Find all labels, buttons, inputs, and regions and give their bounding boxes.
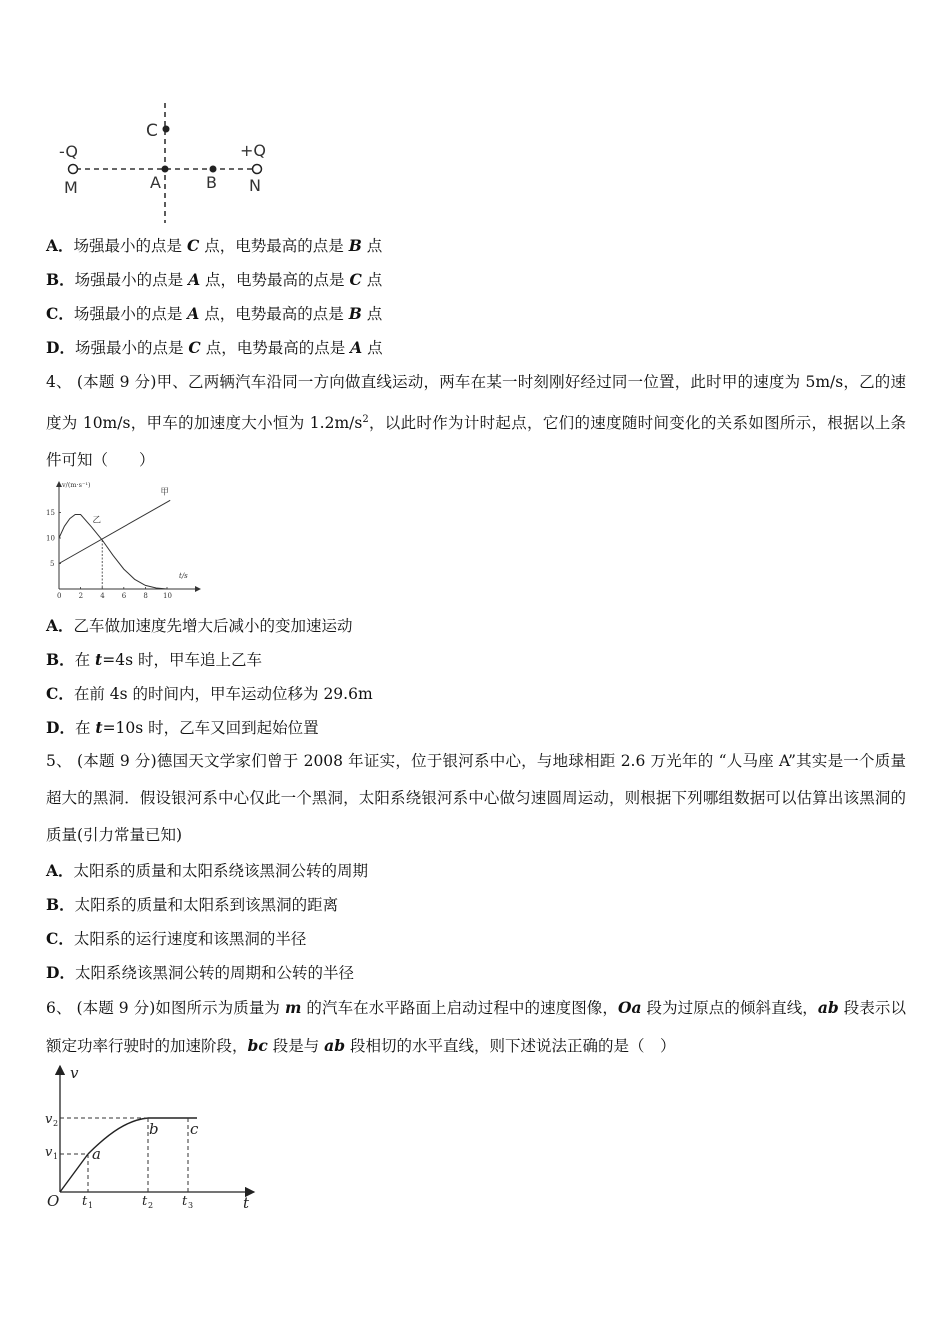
q6-var-m: m [285, 998, 302, 1017]
option-text: 点 [366, 271, 383, 289]
label-n: N [249, 176, 261, 195]
option-text: 乙车做加速度先增大后减小的变加速运动 [73, 617, 353, 635]
chart-x-label: t/s [179, 572, 188, 580]
option-point: C [349, 270, 362, 289]
q5-stem: 5、 (本题 9 分)德国天文学家们曾于 2008 年证实，位于银河系中心，与地球相距 2.6 万光年的 “人马座 A”其实是一个质量超大的黑洞．假设银河系中心仅此一个黑洞，太阳系绕银河系中心做匀速圆周运动，则根据下列哪组数据可以估算出该黑洞的质量(引力常量已知) [46, 752, 906, 844]
x-tick-label: 8 [143, 592, 148, 600]
option-text: =4s 时，甲车追上乙车 [102, 651, 262, 669]
q4-option-d[interactable] [46, 718, 319, 738]
series-label-jia: 甲 [160, 487, 170, 498]
x-tick-label: 0 [57, 592, 62, 600]
q4-option-c[interactable] [46, 684, 373, 704]
q6-stem [46, 989, 906, 1065]
fig6-t1-sub: 1 [88, 1201, 94, 1210]
option-text: 点 [367, 339, 383, 357]
option-text: 点，电势最高的点是 [204, 305, 344, 323]
x-tick-label: 6 [121, 592, 127, 600]
fig6-origin-label: O [47, 1192, 60, 1210]
y-tick-label: 15 [46, 509, 55, 517]
option-point: C [186, 236, 200, 255]
option-text: 场强最小的点是 [74, 271, 184, 289]
fig6-v1-label: v [45, 1145, 53, 1160]
point-b [210, 166, 217, 173]
option-var: t [95, 650, 103, 669]
q5-option-a[interactable] [46, 861, 368, 881]
option-var: t [95, 718, 103, 737]
option-text: 太阳系的质量和太阳系到该黑洞的距离 [74, 896, 339, 914]
point-c [163, 126, 170, 133]
fig6-point-a: a [92, 1145, 101, 1163]
q6-text: 的汽车在水平路面上启动过程中的速度图像， [301, 999, 618, 1017]
label-m: M [64, 178, 78, 197]
option-letter: D． [46, 338, 75, 357]
option-point: C [188, 338, 201, 357]
option-text: 太阳系的运行速度和该黑洞的半径 [73, 930, 307, 948]
q4-stem-part2: ，以此时作为计时起点，它们的速度随时间变化的关系如图所示，根据以上条件可知（ ） [46, 414, 906, 470]
option-letter: B． [46, 895, 75, 914]
q6-text: 段是与 [267, 1037, 325, 1055]
option-text: 场强最小的点是 [73, 237, 183, 255]
q3-option-d[interactable] [46, 338, 383, 358]
field-diagram [50, 95, 280, 230]
fig6-t1-label: t [82, 1194, 88, 1209]
y-tick-label: 5 [50, 560, 55, 568]
x-tick-label: 10 [163, 592, 172, 600]
option-text: 场强最小的点是 [74, 339, 184, 357]
q6-text: 段表示以额定功率行驶时的加速阶段， [46, 999, 906, 1055]
x-tick-label: 4 [100, 592, 105, 600]
option-letter: D． [46, 963, 75, 982]
label-c: C [146, 121, 158, 141]
q4-option-a[interactable] [46, 616, 353, 636]
series-line-jia [59, 500, 170, 563]
option-point: B [348, 236, 362, 255]
option-point: A [350, 338, 363, 357]
q4-stem-part1: 4、 (本题 9 分)甲、乙两辆汽车沿同一方向做直线运动，两车在某一时刻刚好经过同一位置，此时甲的速度为 5m/s，乙的速度为 10m/s，甲车的加速度大小恒为 1.2m/s [46, 373, 906, 433]
fig6-v1-sub: 1 [53, 1152, 59, 1161]
q3-option-c[interactable] [46, 304, 382, 324]
option-point: A [188, 270, 201, 289]
q5-option-c[interactable] [46, 929, 306, 949]
option-text: 在前 4s 的时间内，甲车运动位移为 29.6m [73, 685, 373, 703]
q6-var-bc: bc [247, 1036, 268, 1055]
q6-text: 段相切的水平直线，则下述说法正确的是（ ） [345, 1037, 676, 1055]
option-letter: A． [46, 861, 74, 880]
q5-option-b[interactable] [46, 895, 338, 915]
point-a [162, 166, 169, 173]
option-letter: C． [46, 684, 74, 703]
point-m-charge [69, 165, 78, 174]
q3-option-b[interactable] [46, 270, 382, 290]
fig6-t2-sub: 2 [148, 1201, 154, 1210]
fig6-axis-v-label: v [70, 1064, 79, 1082]
option-text: 点 [366, 305, 383, 323]
option-point: A [187, 304, 200, 323]
option-letter: A． [46, 616, 74, 635]
series-label-yi: 乙 [92, 515, 101, 526]
car-velocity-diagram [40, 1062, 265, 1217]
point-n-charge [253, 165, 262, 174]
option-text: 场强最小的点是 [73, 305, 183, 323]
fig6-t2-label: t [142, 1194, 148, 1209]
option-text: =10s 时，乙车又回到起始位置 [102, 719, 319, 737]
option-letter: A． [46, 236, 74, 255]
option-letter: D． [46, 718, 75, 737]
option-text: 太阳系绕该黑洞公转的周期和公转的半径 [74, 964, 354, 982]
fig6-v2-label: v [45, 1112, 53, 1127]
q6-var-ab: ab [324, 1036, 346, 1055]
q3-option-a[interactable] [46, 236, 382, 256]
q4-stem-sup: 2 [362, 414, 369, 425]
q5-option-d[interactable] [46, 963, 354, 983]
q4-stem [46, 364, 906, 479]
x-tick-label: 2 [78, 592, 84, 600]
q6-text: 段为过原点的倾斜直线， [641, 999, 818, 1017]
q6-text: 6、 (本题 9 分)如图所示为质量为 [46, 999, 285, 1017]
fig6-v2-sub: 2 [53, 1119, 59, 1128]
label-pos-q: +Q [240, 141, 266, 160]
option-point: B [348, 304, 362, 323]
label-neg-q: -Q [59, 142, 78, 161]
option-text: 点，电势最高的点是 [205, 339, 346, 357]
option-letter: C． [46, 304, 74, 323]
fig6-axis-t-label: t [243, 1194, 250, 1212]
option-text: 在 [74, 719, 96, 737]
option-text: 点，电势最高的点是 [204, 237, 344, 255]
fig6-point-c: c [190, 1120, 199, 1138]
option-text: 在 [74, 651, 96, 669]
q6-var-oa: Oa [617, 998, 642, 1017]
q4-option-b[interactable] [46, 650, 262, 670]
y-tick-label: 10 [46, 534, 55, 543]
velocity-time-chart [44, 478, 204, 600]
series-line-yi [59, 515, 167, 590]
option-letter: B． [46, 270, 75, 289]
label-a: A [150, 173, 161, 192]
option-text: 点 [366, 237, 383, 255]
fig6-t3-label: t [182, 1194, 188, 1209]
fig6-oa-line [60, 1154, 88, 1192]
option-text: 太阳系的质量和太阳系绕该黑洞公转的周期 [73, 862, 369, 880]
option-text: 点，电势最高的点是 [205, 271, 345, 289]
option-letter: B． [46, 650, 75, 669]
fig6-t3-sub: 3 [188, 1201, 194, 1210]
q6-var-ab: ab [817, 998, 839, 1017]
chart-y-label: v/(m·s⁻¹) [62, 481, 91, 489]
fig6-point-b: b [149, 1120, 159, 1138]
label-b: B [206, 173, 217, 192]
option-letter: C． [46, 929, 74, 948]
